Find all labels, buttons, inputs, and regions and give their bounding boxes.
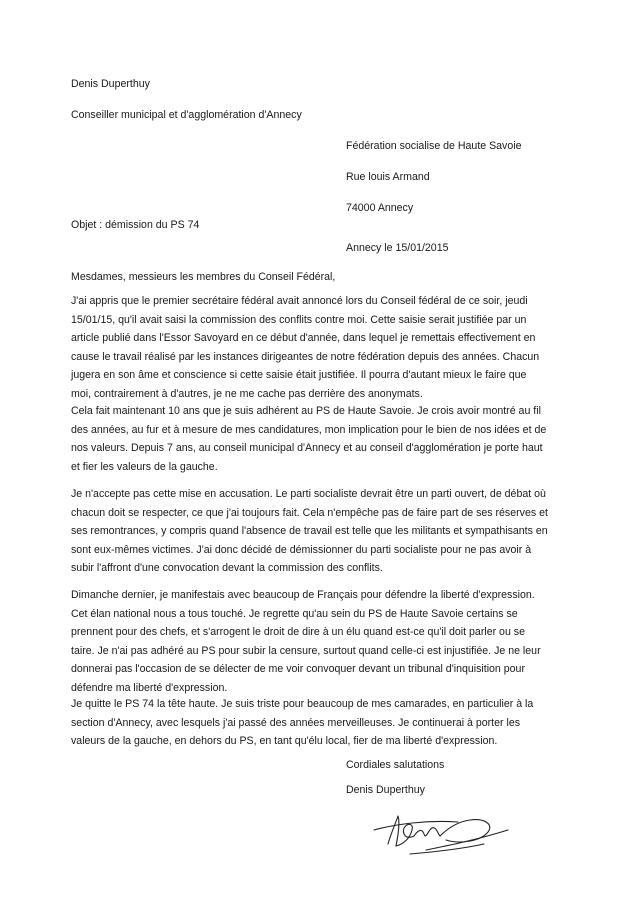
salutation: Mesdames, messieurs les membres du Conseil Fédéral, — [71, 271, 336, 283]
paragraph-line: moi, contrairement à d'autres, je ne me cache pas derrière des anonymats. — [71, 387, 423, 400]
paragraph-line: et fier les valeurs de la gauche. — [71, 460, 218, 473]
paragraph-line: Dimanche dernier, je manifestais avec beaucoup de Français pour défendre la liberté d'expression. — [71, 589, 535, 601]
paragraph-4 — [71, 586, 541, 697]
paragraph-line: J'ai appris que le premier secrétaire fédéral avait annoncé lors du Conseil fédéral de ce soir, jeudi — [71, 295, 528, 307]
subject-line: Objet : démission du PS 74 — [71, 219, 200, 231]
paragraph-line: ses remontrances, y compris quand l'absence de travail est telle que les militants et sympathisants en — [71, 525, 548, 537]
sender-title: Conseiller municipal et d'agglomération d'Annecy — [71, 109, 302, 121]
signature-name: Denis Duperthuy — [346, 784, 425, 796]
paragraph-line: valeurs de la gauche, en dehors du PS, en tant qu'élu local, fier de ma liberté d'expression. — [71, 735, 498, 747]
paragraph-line: Cet élan national nous a tous touché. Je regrette qu'au sein du PS de Haute Savoie certains se — [71, 607, 518, 620]
paragraph-line: Cela fait maintenant 10 ans que je suis adhérent au PS de Haute Savoie. Je crois avoir montré au fil — [71, 405, 541, 417]
paragraph-line: Je n'accepte pas cette mise en accusation. Le parti socialiste devrait être un parti ouvert, de débat où — [71, 488, 546, 500]
paragraph-1 — [71, 292, 539, 403]
paragraph-line: défendre ma liberté d'expression. — [71, 681, 228, 694]
paragraph-line: donnerai pas l'occasion de se délecter de me voir convoquer devant un tribunal d'inquisition pour — [71, 663, 525, 675]
paragraph-line: cause le travail réalisé par les instances dirigeantes de notre fédération depuis des années. Chacun — [71, 350, 540, 363]
paragraph-2 — [71, 402, 546, 476]
paragraph-5 — [71, 695, 533, 751]
paragraph-line: 15/01/15, qu'il avait saisi la commission des conflits contre moi. Cette saisie serait justifiée par un — [71, 313, 527, 326]
paragraph-line: subir l'affront d'une convocation devant la commission des conflits. — [71, 562, 383, 574]
paragraph-line: chacun doit se respecter, ce que j'ai toujours fait. Cela n'empêche pas de faire part de ses réserves et — [71, 506, 548, 519]
paragraph-line: des années, au fur et à mesure de mes candidatures, mon implication pour le bien de nos idées et de — [71, 423, 547, 436]
paragraph-line: article publié dans l'Essor Savoyard en ce début d'année, dans lequel je remettais effectivement en — [71, 332, 536, 344]
paragraph-line: sont eux-mêmes victimes. J'ai donc décidé de démissionner du parti socialiste pour ne pas avoir à — [71, 543, 532, 556]
sender-name: Denis Duperthuy — [71, 78, 150, 90]
paragraph-line: prennent pour des chefs, et s'arrogent le droit de dire à un élu quand est-ce qu'il doit parler ou se — [71, 626, 525, 638]
paragraph-line: Je quitte le PS 74 la tête haute. Je suis triste pour beaucoup de mes camarades, en particulier à la — [71, 698, 534, 710]
closing-line: Cordiales salutations — [346, 759, 445, 771]
recipient-city: 74000 Annecy — [346, 202, 414, 214]
paragraph-line: nos valeurs. Depuis 7 ans, au conseil municipal d'Annecy et au conseil d'agglomération je porte haut — [71, 442, 543, 454]
paragraph-line: taire. Je n'ai pas adhéré au PS pour subir la censure, surtout quand celle-ci est injustifiée. Je ne leur — [71, 644, 541, 657]
paragraph-3 — [71, 485, 548, 578]
handwritten-signature — [366, 800, 516, 862]
date-line: Annecy le 15/01/2015 — [346, 242, 449, 254]
recipient-street: Rue louis Armand — [346, 171, 430, 183]
recipient-org: Fédération socialise de Haute Savoie — [346, 140, 522, 152]
paragraph-line: section d'Annecy, avec lesquels j'ai passé des années merveilleuses. Je continuerai à porter les — [71, 716, 521, 729]
paragraph-line: jugera en son âme et conscience si cette saisie était justifiée. Il pourra d'autant mieux le faire que — [71, 369, 527, 381]
